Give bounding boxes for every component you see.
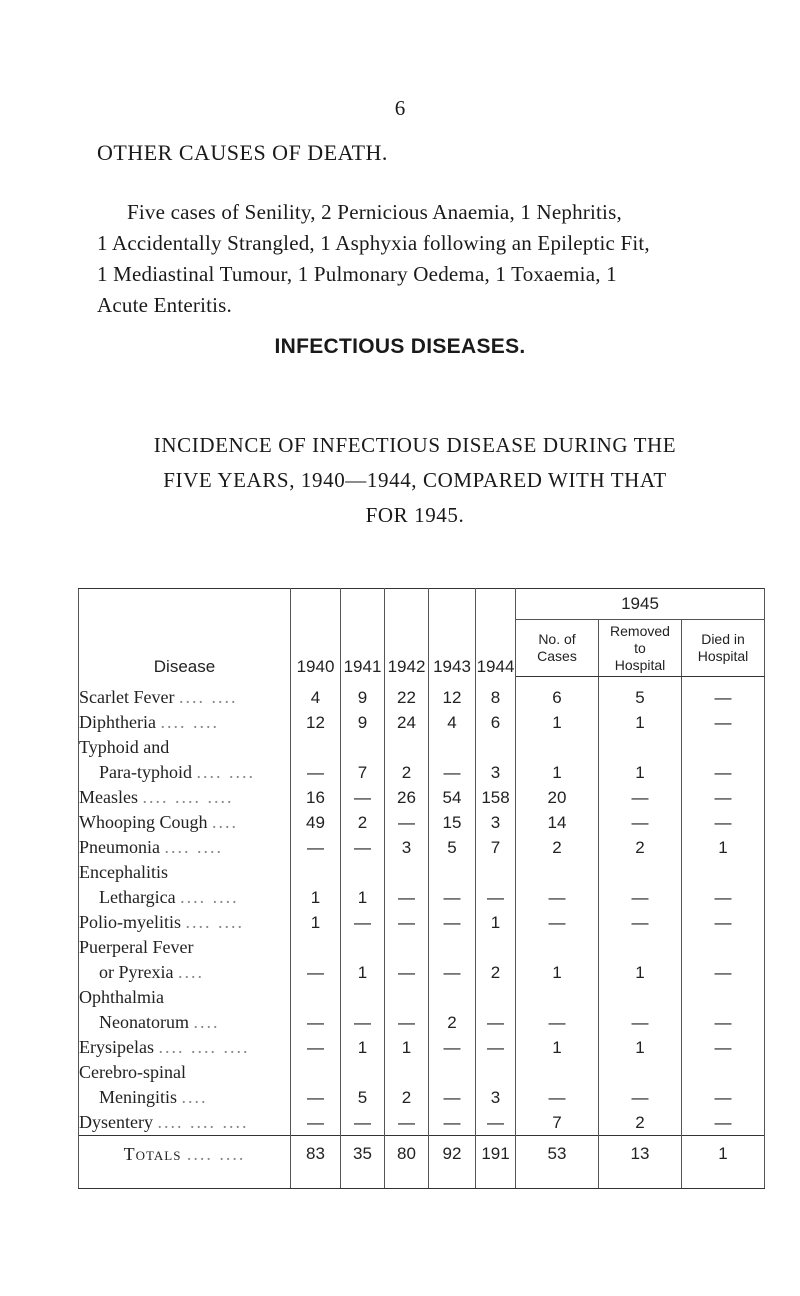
table-row (79, 677, 765, 711)
table-row (79, 1110, 765, 1136)
incidence-subtitle (90, 428, 740, 533)
value-cell: 1 (341, 885, 385, 910)
header-line: Cases (537, 648, 577, 664)
value-cell (599, 735, 682, 760)
disease-name: Measles (79, 787, 138, 807)
disease-name: Diphtheria (79, 712, 156, 732)
value-cell (516, 860, 599, 885)
total-cell: 35 (341, 1136, 385, 1189)
total-cell: 92 (429, 1136, 476, 1189)
value-cell (385, 1060, 429, 1085)
disease-name-cell (79, 935, 291, 960)
leader-dots: .... (181, 1087, 208, 1107)
disease-name-cell (79, 677, 291, 711)
header-line: Removed (610, 622, 670, 639)
value-cell (516, 1060, 599, 1085)
value-cell (682, 985, 765, 1010)
value-cell: — (385, 910, 429, 935)
value-cell (341, 860, 385, 885)
value-cell: 1 (599, 1035, 682, 1060)
value-cell: 16 (291, 785, 341, 810)
leader-dots: .... .... (196, 762, 255, 782)
value-cell: — (682, 1010, 765, 1035)
value-cell (429, 860, 476, 885)
disease-name: or Pyrexia (99, 962, 174, 982)
value-cell: 2 (599, 1110, 682, 1136)
value-cell: 1 (599, 760, 682, 785)
value-cell: — (291, 1035, 341, 1060)
value-cell (385, 860, 429, 885)
table-row (79, 860, 765, 885)
value-cell: 54 (429, 785, 476, 810)
disease-name-cell (79, 960, 291, 985)
value-cell: — (599, 785, 682, 810)
column-header-year: 1941 (341, 589, 385, 677)
value-cell (429, 935, 476, 960)
value-cell: 20 (516, 785, 599, 810)
value-cell: 1 (291, 885, 341, 910)
infectious-disease-table (78, 588, 765, 1189)
value-cell: 4 (291, 677, 341, 711)
value-cell: — (476, 1110, 516, 1136)
value-cell: — (291, 835, 341, 860)
value-cell (429, 985, 476, 1010)
value-cell (599, 985, 682, 1010)
value-cell: — (291, 1110, 341, 1136)
value-cell: — (429, 960, 476, 985)
total-cell: 53 (516, 1136, 599, 1189)
value-cell: 158 (476, 785, 516, 810)
column-header-year: 1940 (291, 589, 341, 677)
table-row (79, 960, 765, 985)
value-cell: — (476, 1010, 516, 1035)
value-cell (516, 935, 599, 960)
value-cell: — (341, 1010, 385, 1035)
disease-name-cell (79, 1035, 291, 1060)
value-cell: — (341, 835, 385, 860)
leader-dots: .... (212, 812, 238, 832)
value-cell: — (516, 885, 599, 910)
value-cell (682, 935, 765, 960)
value-cell: — (516, 1010, 599, 1035)
value-cell: 4 (429, 710, 476, 735)
value-cell: — (429, 760, 476, 785)
value-cell (476, 1060, 516, 1085)
column-header-year: 1943 (429, 589, 476, 677)
subtitle-line: FOR 1945. (365, 503, 465, 527)
totals-text: Totals (123, 1144, 182, 1164)
value-cell: 2 (429, 1010, 476, 1035)
value-cell (516, 985, 599, 1010)
table-row (79, 760, 765, 785)
subtitle-line: INCIDENCE OF INFECTIOUS DISEASE DURING THE (153, 433, 677, 457)
value-cell (341, 985, 385, 1010)
disease-name: Ophthalmia (79, 987, 164, 1007)
value-cell: 8 (476, 677, 516, 711)
table-row (79, 910, 765, 935)
value-cell: 7 (341, 760, 385, 785)
value-cell: — (429, 885, 476, 910)
table-row (79, 935, 765, 960)
total-cell: 83 (291, 1136, 341, 1189)
value-cell: 7 (476, 835, 516, 860)
value-cell: — (385, 885, 429, 910)
value-cell (476, 935, 516, 960)
value-cell (291, 860, 341, 885)
value-cell: 2 (385, 1085, 429, 1110)
header-line: No. of (538, 631, 576, 647)
value-cell: 22 (385, 677, 429, 711)
disease-name: Meningitis (99, 1087, 178, 1107)
value-cell: — (682, 1085, 765, 1110)
value-cell (429, 1060, 476, 1085)
table-row (79, 785, 765, 810)
value-cell: 3 (476, 810, 516, 835)
value-cell: — (385, 1110, 429, 1136)
value-cell: — (682, 677, 765, 711)
value-cell: — (599, 1010, 682, 1035)
leader-dots: .... .... .... (158, 1037, 250, 1057)
table-row (79, 885, 765, 910)
leader-dots: .... .... .... (142, 787, 234, 807)
value-cell: — (291, 1085, 341, 1110)
table-row (79, 735, 765, 760)
value-cell: — (682, 960, 765, 985)
value-cell (682, 735, 765, 760)
disease-name: Typhoid and (79, 737, 170, 757)
table-row (79, 810, 765, 835)
disease-name: Pneumonia (79, 837, 160, 857)
leader-dots: .... .... (185, 912, 245, 932)
value-cell: — (516, 910, 599, 935)
value-cell: 1 (599, 710, 682, 735)
value-cell (291, 985, 341, 1010)
value-cell: — (682, 1035, 765, 1060)
value-cell (429, 735, 476, 760)
other-causes-paragraph (97, 197, 747, 321)
value-cell (291, 1060, 341, 1085)
disease-name-cell (79, 835, 291, 860)
value-cell: 3 (385, 835, 429, 860)
value-cell (291, 735, 341, 760)
value-cell: — (682, 760, 765, 785)
disease-name: Scarlet Fever (79, 686, 175, 707)
leader-dots: .... (177, 962, 204, 982)
value-cell: — (476, 885, 516, 910)
totals-label (79, 1136, 291, 1189)
value-cell: — (429, 1110, 476, 1136)
header-line: Hospital (697, 648, 749, 664)
disease-name-cell (79, 1085, 291, 1110)
value-cell: — (341, 785, 385, 810)
infectious-diseases-title: INFECTIOUS DISEASES. (274, 335, 526, 358)
value-cell: 3 (476, 760, 516, 785)
value-cell (476, 985, 516, 1010)
header-line: Hospital (614, 656, 666, 673)
value-cell: 1 (516, 710, 599, 735)
disease-name: Polio-myelitis (79, 912, 182, 932)
column-header-disease: Disease (79, 589, 291, 677)
value-cell: 1 (516, 960, 599, 985)
table-row (79, 1085, 765, 1110)
value-cell: — (291, 960, 341, 985)
value-cell (599, 860, 682, 885)
value-cell: — (429, 1035, 476, 1060)
value-cell: 6 (516, 677, 599, 711)
value-cell: — (682, 710, 765, 735)
value-cell: — (516, 1085, 599, 1110)
total-cell: 80 (385, 1136, 429, 1189)
disease-name-cell (79, 860, 291, 885)
leader-dots: .... (193, 1012, 220, 1032)
table-body (79, 677, 765, 1136)
table-row (79, 1035, 765, 1060)
leader-dots: .... .... (178, 686, 238, 707)
section-heading-other-causes: OTHER CAUSES OF DEATH. (97, 140, 388, 165)
value-cell: 14 (516, 810, 599, 835)
value-cell: 1 (476, 910, 516, 935)
value-cell: 12 (291, 710, 341, 735)
paragraph-line: 1 Accidentally Strangled, 1 Asphyxia following an Epileptic Fit, (97, 231, 650, 255)
value-cell: 1 (516, 760, 599, 785)
disease-name-cell (79, 735, 291, 760)
value-cell: 5 (599, 677, 682, 711)
header-line: to (634, 639, 646, 656)
column-header-removed-to-hospital (599, 620, 682, 677)
value-cell (385, 985, 429, 1010)
value-cell: 26 (385, 785, 429, 810)
value-cell (341, 935, 385, 960)
disease-name-cell (79, 810, 291, 835)
table-row (79, 1010, 765, 1035)
value-cell: 1 (341, 960, 385, 985)
leader-dots: .... .... (164, 837, 223, 857)
disease-name-cell (79, 760, 291, 785)
value-cell: 5 (341, 1085, 385, 1110)
value-cell: — (682, 910, 765, 935)
paragraph-line: Acute Enteritis. (97, 293, 232, 317)
value-cell: 2 (476, 960, 516, 985)
disease-name: Dysentery (79, 1112, 153, 1132)
value-cell: 7 (516, 1110, 599, 1136)
disease-name-cell (79, 785, 291, 810)
value-cell (341, 1060, 385, 1085)
value-cell: 3 (476, 1085, 516, 1110)
value-cell: — (341, 1110, 385, 1136)
value-cell (341, 735, 385, 760)
value-cell (682, 1060, 765, 1085)
leader-dots: .... .... (160, 712, 219, 732)
value-cell: — (429, 1085, 476, 1110)
column-group-1945: 1945 (516, 589, 765, 620)
leader-dots: .... .... .... (157, 1112, 249, 1132)
table-row (79, 835, 765, 860)
value-cell: — (682, 810, 765, 835)
value-cell: — (291, 760, 341, 785)
value-cell: — (682, 885, 765, 910)
value-cell (385, 735, 429, 760)
leader-dots: .... .... (186, 1144, 246, 1164)
leader-dots: .... .... (180, 887, 239, 907)
disease-name-cell (79, 1060, 291, 1085)
subtitle-line: FIVE YEARS, 1940—1944, COMPARED WITH THAT (163, 468, 667, 492)
value-cell (291, 935, 341, 960)
value-cell: 15 (429, 810, 476, 835)
value-cell: — (385, 960, 429, 985)
value-cell: — (476, 1035, 516, 1060)
disease-name: Erysipelas (79, 1037, 154, 1057)
value-cell: 5 (429, 835, 476, 860)
value-cell: 9 (341, 710, 385, 735)
value-cell (476, 860, 516, 885)
value-cell: 1 (599, 960, 682, 985)
value-cell: — (682, 785, 765, 810)
value-cell: 6 (476, 710, 516, 735)
value-cell: — (599, 910, 682, 935)
table-row (79, 1060, 765, 1085)
value-cell: — (429, 910, 476, 935)
disease-name-cell (79, 1010, 291, 1035)
value-cell (599, 1060, 682, 1085)
disease-name: Puerperal Fever (79, 937, 194, 957)
header-line: Died in (701, 631, 745, 647)
value-cell (516, 735, 599, 760)
value-cell: 1 (516, 1035, 599, 1060)
total-cell: 1 (682, 1136, 765, 1189)
value-cell: — (599, 810, 682, 835)
value-cell: — (291, 1010, 341, 1035)
value-cell: 1 (341, 1035, 385, 1060)
value-cell: 2 (341, 810, 385, 835)
paragraph-line: 1 Mediastinal Tumour, 1 Pulmonary Oedema, 1 Toxaemia, 1 (97, 262, 617, 286)
value-cell: 2 (599, 835, 682, 860)
disease-name-cell (79, 1110, 291, 1136)
disease-name-cell (79, 710, 291, 735)
disease-name-cell (79, 910, 291, 935)
value-cell: 2 (516, 835, 599, 860)
paragraph-line: Five cases of Senility, 2 Pernicious Anaemia, 1 Nephritis, (127, 200, 622, 224)
totals-row (79, 1136, 765, 1189)
value-cell (599, 935, 682, 960)
disease-name: Encephalitis (79, 862, 168, 882)
value-cell: 2 (385, 760, 429, 785)
disease-name: Para-typhoid (99, 762, 192, 782)
value-cell (682, 860, 765, 885)
value-cell: 1 (385, 1035, 429, 1060)
value-cell: 24 (385, 710, 429, 735)
column-header-no-of-cases (516, 620, 599, 677)
value-cell: — (385, 810, 429, 835)
disease-name: Neonatorum (99, 1012, 189, 1032)
value-cell: 9 (341, 677, 385, 711)
value-cell: — (682, 1110, 765, 1136)
table-row (79, 985, 765, 1010)
value-cell (385, 935, 429, 960)
column-header-year: 1944 (476, 589, 516, 677)
disease-name: Cerebro-spinal (79, 1062, 186, 1082)
total-cell: 13 (599, 1136, 682, 1189)
disease-name: Lethargica (99, 887, 176, 907)
value-cell: — (385, 1010, 429, 1035)
value-cell: 49 (291, 810, 341, 835)
column-header-died-in-hospital (682, 620, 765, 677)
disease-name: Whooping Cough (79, 812, 208, 832)
value-cell: — (341, 910, 385, 935)
page-number: 6 (394, 96, 406, 120)
value-cell: — (599, 885, 682, 910)
total-cell: 191 (476, 1136, 516, 1189)
disease-name-cell (79, 985, 291, 1010)
value-cell (476, 735, 516, 760)
column-header-year: 1942 (385, 589, 429, 677)
value-cell: 1 (291, 910, 341, 935)
value-cell: 12 (429, 677, 476, 711)
disease-name-cell (79, 885, 291, 910)
table-row (79, 710, 765, 735)
value-cell: 1 (682, 835, 765, 860)
value-cell: — (599, 1085, 682, 1110)
